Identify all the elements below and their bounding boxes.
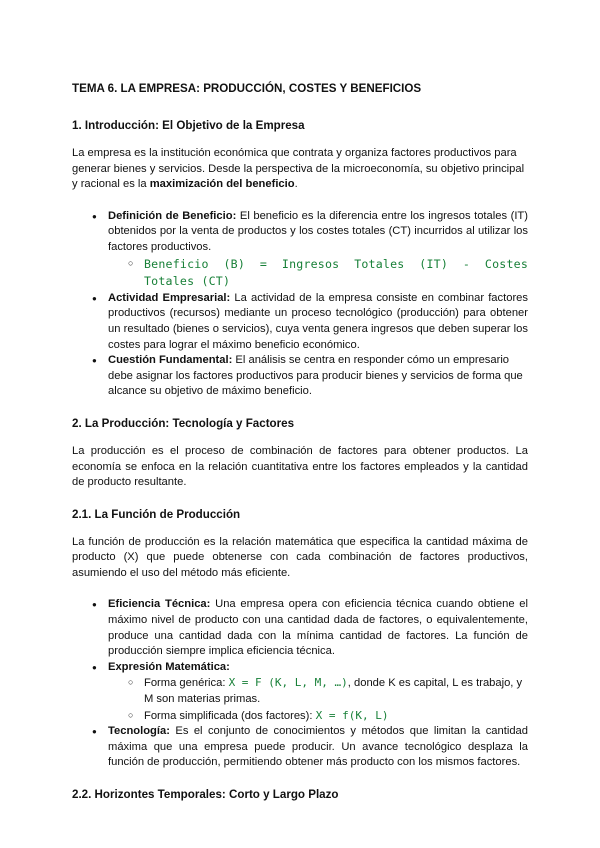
- list-item: ● Actividad Empresarial: La actividad de la empresa consiste en combinar factores productivos (recursos) mediante un proceso tecnológico (producción) para obtener un resultado (bienes o servicios), cuya venta genera ingresos que deben superar los costes para lograr el máximo beneficio económico.: [108, 291, 528, 353]
- simplified-formula: X = f(K, L): [315, 708, 389, 722]
- list-item: ● Eficiencia Técnica: Una empresa opera con eficiencia técnica cuando obtiene el máximo nivel de producto con una cantidad dada de factores, o equivalentemente, produce una cantidad dada con la mínima cantidad de factores. La función de producción siempre implica eficiencia técnica.: [108, 597, 528, 659]
- document-title: TEMA 6. LA EMPRESA: PRODUCCIÓN, COSTES Y BENEFICIOS: [72, 82, 422, 95]
- bullet-label: Actividad Empresarial:: [108, 291, 231, 304]
- section-2-paragraph: La producción es el proceso de combinación de factores para obtener productos. La economía se enfoca en la relación cuantitativa entre los factores empleados y la cantidad de producto resultante.: [72, 444, 528, 489]
- section-2-1-heading: 2.1. La Función de Producción: [72, 507, 241, 521]
- section-1-intro: La empresa es la institución económica que contrata y organiza factores productivos para generar bienes y servicios. Desde la perspectiva de la microeconomía, su objetivo principal y racional es la maximización del beneficio.: [72, 147, 525, 191]
- section-2-2-heading: 2.2. Horizontes Temporales: Corto y Largo Plazo: [72, 788, 339, 801]
- benefit-formula: Beneficio (B) = Ingresos Totales (IT) - Costes Totales (CT): [144, 256, 528, 289]
- section-2-heading: 2. La Producción: Tecnología y Factores: [72, 416, 295, 430]
- formula-item: [144, 256, 528, 291]
- bullet-label: Expresión Matemática:: [108, 660, 230, 673]
- list-item: ● Cuestión Fundamental: El análisis se centra en responder cómo un empresario debe asignar los factores productivos para producir bienes y servicios de forma que alcance su objetivo de máximo beneficio.: [108, 353, 528, 400]
- list-item: [108, 660, 528, 724]
- section-2-1-list: [72, 597, 528, 771]
- sub-list-item: ○ Forma genérica: X = F (K, L, M, …), donde K es capital, L es trabajo, y M son materias primas.: [144, 675, 528, 707]
- list-item: ● Tecnología: Es el conjunto de conocimientos y métodos que limitan la cantidad máxima que una empresa puede producir. Un avance tecnológico desplaza la función de producción, permitiendo obtener más producto con los mismos factores.: [108, 724, 528, 771]
- section-1-heading: 1. Introducción: El Objetivo de la Empresa: [72, 119, 305, 132]
- sub-list-item: ○ Forma simplificada (dos factores): X = f(K, L): [144, 708, 528, 725]
- list-item: ● Definición de Beneficio: El beneficio es la diferencia entre los ingresos totales (IT) obtenidos por la venta de productos y los costes totales (CT) incurridos al utilizar los factores productivos. ○ Beneficio (B) = Ingresos Totales (IT) - Costes Totales (CT): [108, 209, 528, 291]
- bullet-label: Definición de Beneficio:: [108, 209, 237, 222]
- generic-formula: X = F (K, L, M, …): [228, 676, 348, 690]
- section-2-1-paragraph: La función de producción es la relación matemática que especifica la cantidad máxima de producto (X) que puede obtenerse con cada combinación de factores productivos, asumiendo el uso del método más eficiente.: [72, 535, 528, 579]
- bullet-label: Eficiencia Técnica:: [108, 598, 211, 611]
- section-1-list: [72, 209, 528, 400]
- sub-list: [108, 256, 528, 291]
- intro-bold: maximización del beneficio: [149, 178, 295, 191]
- bullet-label: Cuestión Fundamental:: [108, 354, 233, 367]
- sub-list: [108, 675, 528, 724]
- bullet-label: Tecnología:: [108, 725, 170, 738]
